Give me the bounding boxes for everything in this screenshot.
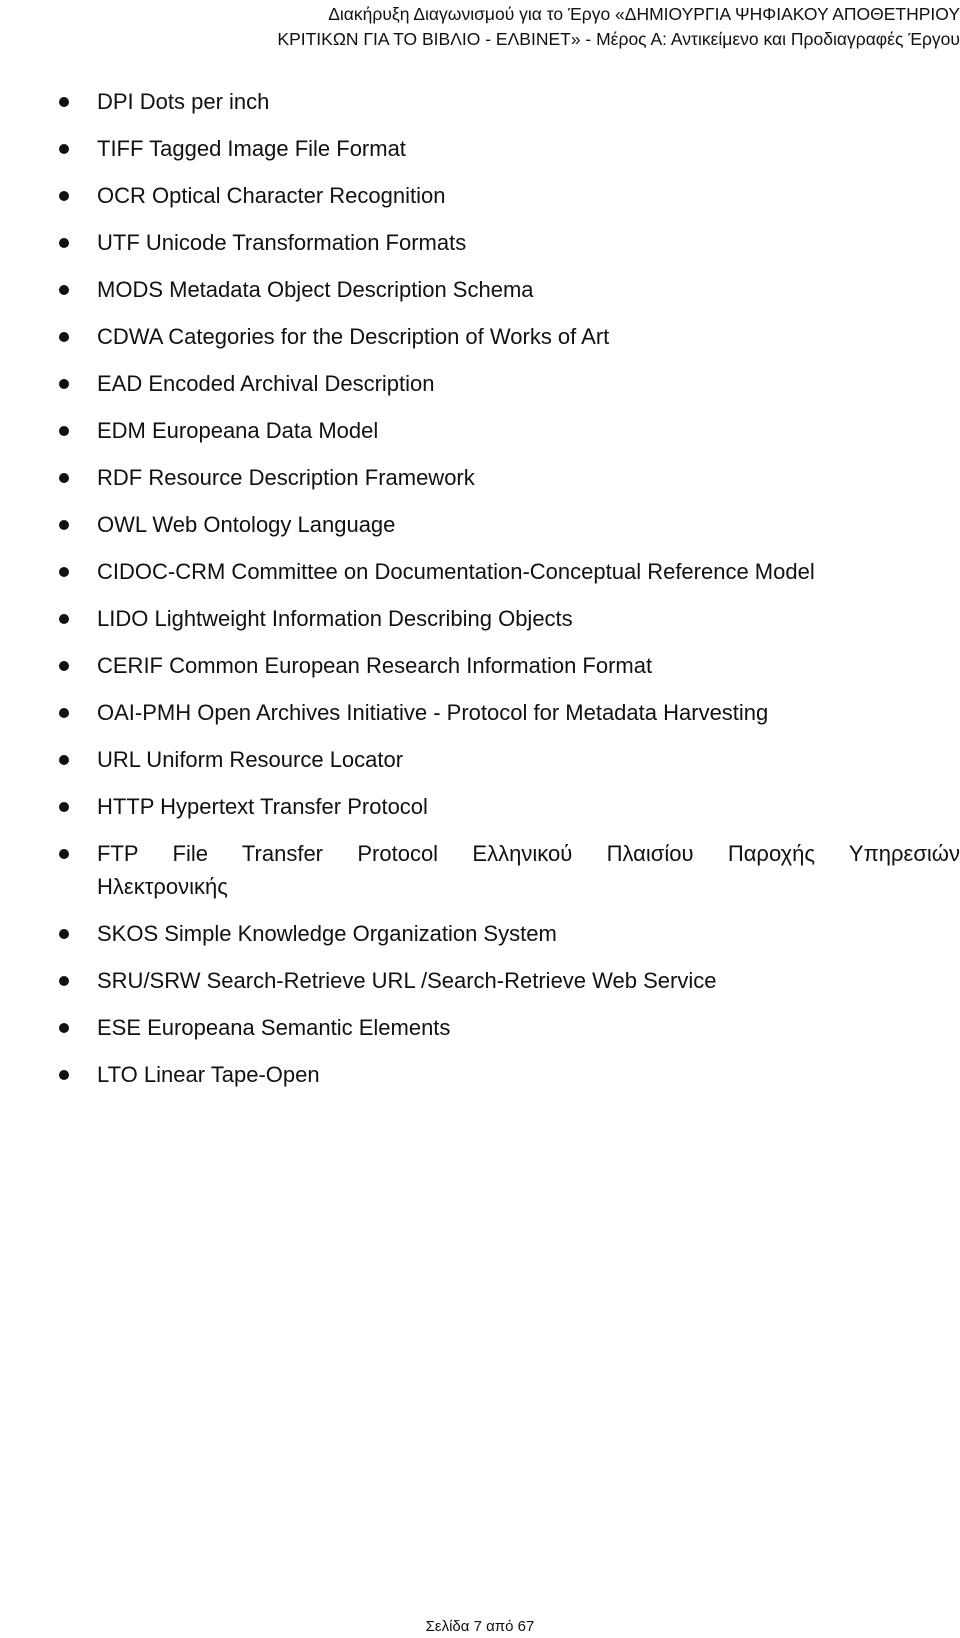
bullet-icon (59, 1023, 69, 1033)
list-item (0, 321, 960, 352)
bullet-icon (59, 238, 69, 248)
list-item (0, 180, 960, 211)
bullet-icon (59, 567, 69, 577)
bullet-icon (59, 929, 69, 939)
bullet-icon (59, 976, 69, 986)
header-line-2: ΚΡΙΤΙΚΩΝ ΓΙΑ ΤΟ ΒΙΒΛΙΟ - ΕΛΒΙΝΕΤ» - Μέρος Α: Αντικείμενο και Προδιαγραφές Έργου (277, 29, 960, 49)
list-item-text: SKOS Simple Knowledge Organization System (97, 921, 557, 946)
bullet-icon (59, 614, 69, 624)
bullet-icon (59, 1070, 69, 1080)
page-number: Σελίδα 7 από 67 (425, 1618, 535, 1635)
list-item (0, 368, 960, 399)
bullet-icon (59, 802, 69, 812)
bullet-icon (59, 661, 69, 671)
list-item (0, 415, 960, 446)
list-item-text: LTO Linear Tape-Open (97, 1062, 320, 1087)
list-item-text: DPI Dots per inch (97, 89, 270, 114)
list-item (0, 791, 960, 822)
list-item-text: CERIF Common European Research Information Format (97, 653, 653, 678)
list-item (0, 556, 960, 587)
list-item (0, 650, 960, 681)
list-item-text: EAD Encoded Archival Description (97, 371, 435, 396)
list-item (0, 133, 960, 164)
list-item (0, 274, 960, 305)
bullet-icon (59, 520, 69, 530)
list-item-text: OWL Web Ontology Language (97, 512, 396, 537)
bullet-icon (59, 379, 69, 389)
list-item-text: FTP File Transfer Protocol Ελληνικού Πλαισίου Παροχής Υπηρεσιών (97, 841, 960, 866)
list-item-text: SRU/SRW Search-Retrieve URL /Search-Retrieve Web Service (97, 968, 717, 993)
list-item-text: RDF Resource Description Framework (97, 465, 475, 490)
bullet-icon (59, 97, 69, 107)
list-item (0, 1059, 960, 1090)
list-item-text: UTF Unicode Transformation Formats (97, 230, 467, 255)
list-item (0, 744, 960, 775)
list-item-text: MODS Metadata Object Description Schema (97, 277, 534, 302)
list-item (0, 227, 960, 258)
list-item-text: OAI-PMH Open Archives Initiative - Protocol for Metadata Harvesting (97, 700, 769, 725)
list-item-text: URL Uniform Resource Locator (97, 747, 404, 772)
list-item-ftp (0, 838, 960, 902)
list-item-text: EDM Europeana Data Model (97, 418, 379, 443)
document-header (0, 2, 960, 52)
bullet-icon (59, 426, 69, 436)
list-item-text: CDWA Categories for the Description of Works of Art (97, 324, 610, 349)
bullet-icon (59, 332, 69, 342)
bullet-icon (59, 144, 69, 154)
list-item (0, 1012, 960, 1043)
bullet-icon (59, 849, 69, 859)
list-item (0, 697, 960, 728)
list-item-text: CIDOC-CRM Committee on Documentation-Conceptual Reference Model (97, 559, 815, 584)
bullet-icon (59, 708, 69, 718)
list-item-text: HTTP Hypertext Transfer Protocol (97, 794, 428, 819)
list-item-text: TIFF Tagged Image File Format (97, 136, 406, 161)
list-item (0, 603, 960, 634)
list-item (0, 509, 960, 540)
bullet-icon (59, 285, 69, 295)
list-item (0, 86, 960, 117)
list-item-continuation: Ηλεκτρονικής (97, 874, 228, 899)
abbreviations-list (0, 86, 960, 1106)
list-item (0, 462, 960, 493)
list-item-text: OCR Optical Character Recognition (97, 183, 446, 208)
header-line-1: Διακήρυξη Διαγωνισμού για το Έργο «ΔΗΜΙΟΥΡΓΙΑ ΨΗΦΙΑΚΟΥ ΑΠΟΘΕΤΗΡΙΟΥ (328, 4, 960, 24)
list-item-text: ESE Europeana Semantic Elements (97, 1015, 451, 1040)
bullet-icon (59, 755, 69, 765)
list-item-text: LIDO Lightweight Information Describing Objects (97, 606, 573, 631)
bullet-icon (59, 473, 69, 483)
list-item (0, 918, 960, 949)
list-item (0, 965, 960, 996)
bullet-icon (59, 191, 69, 201)
